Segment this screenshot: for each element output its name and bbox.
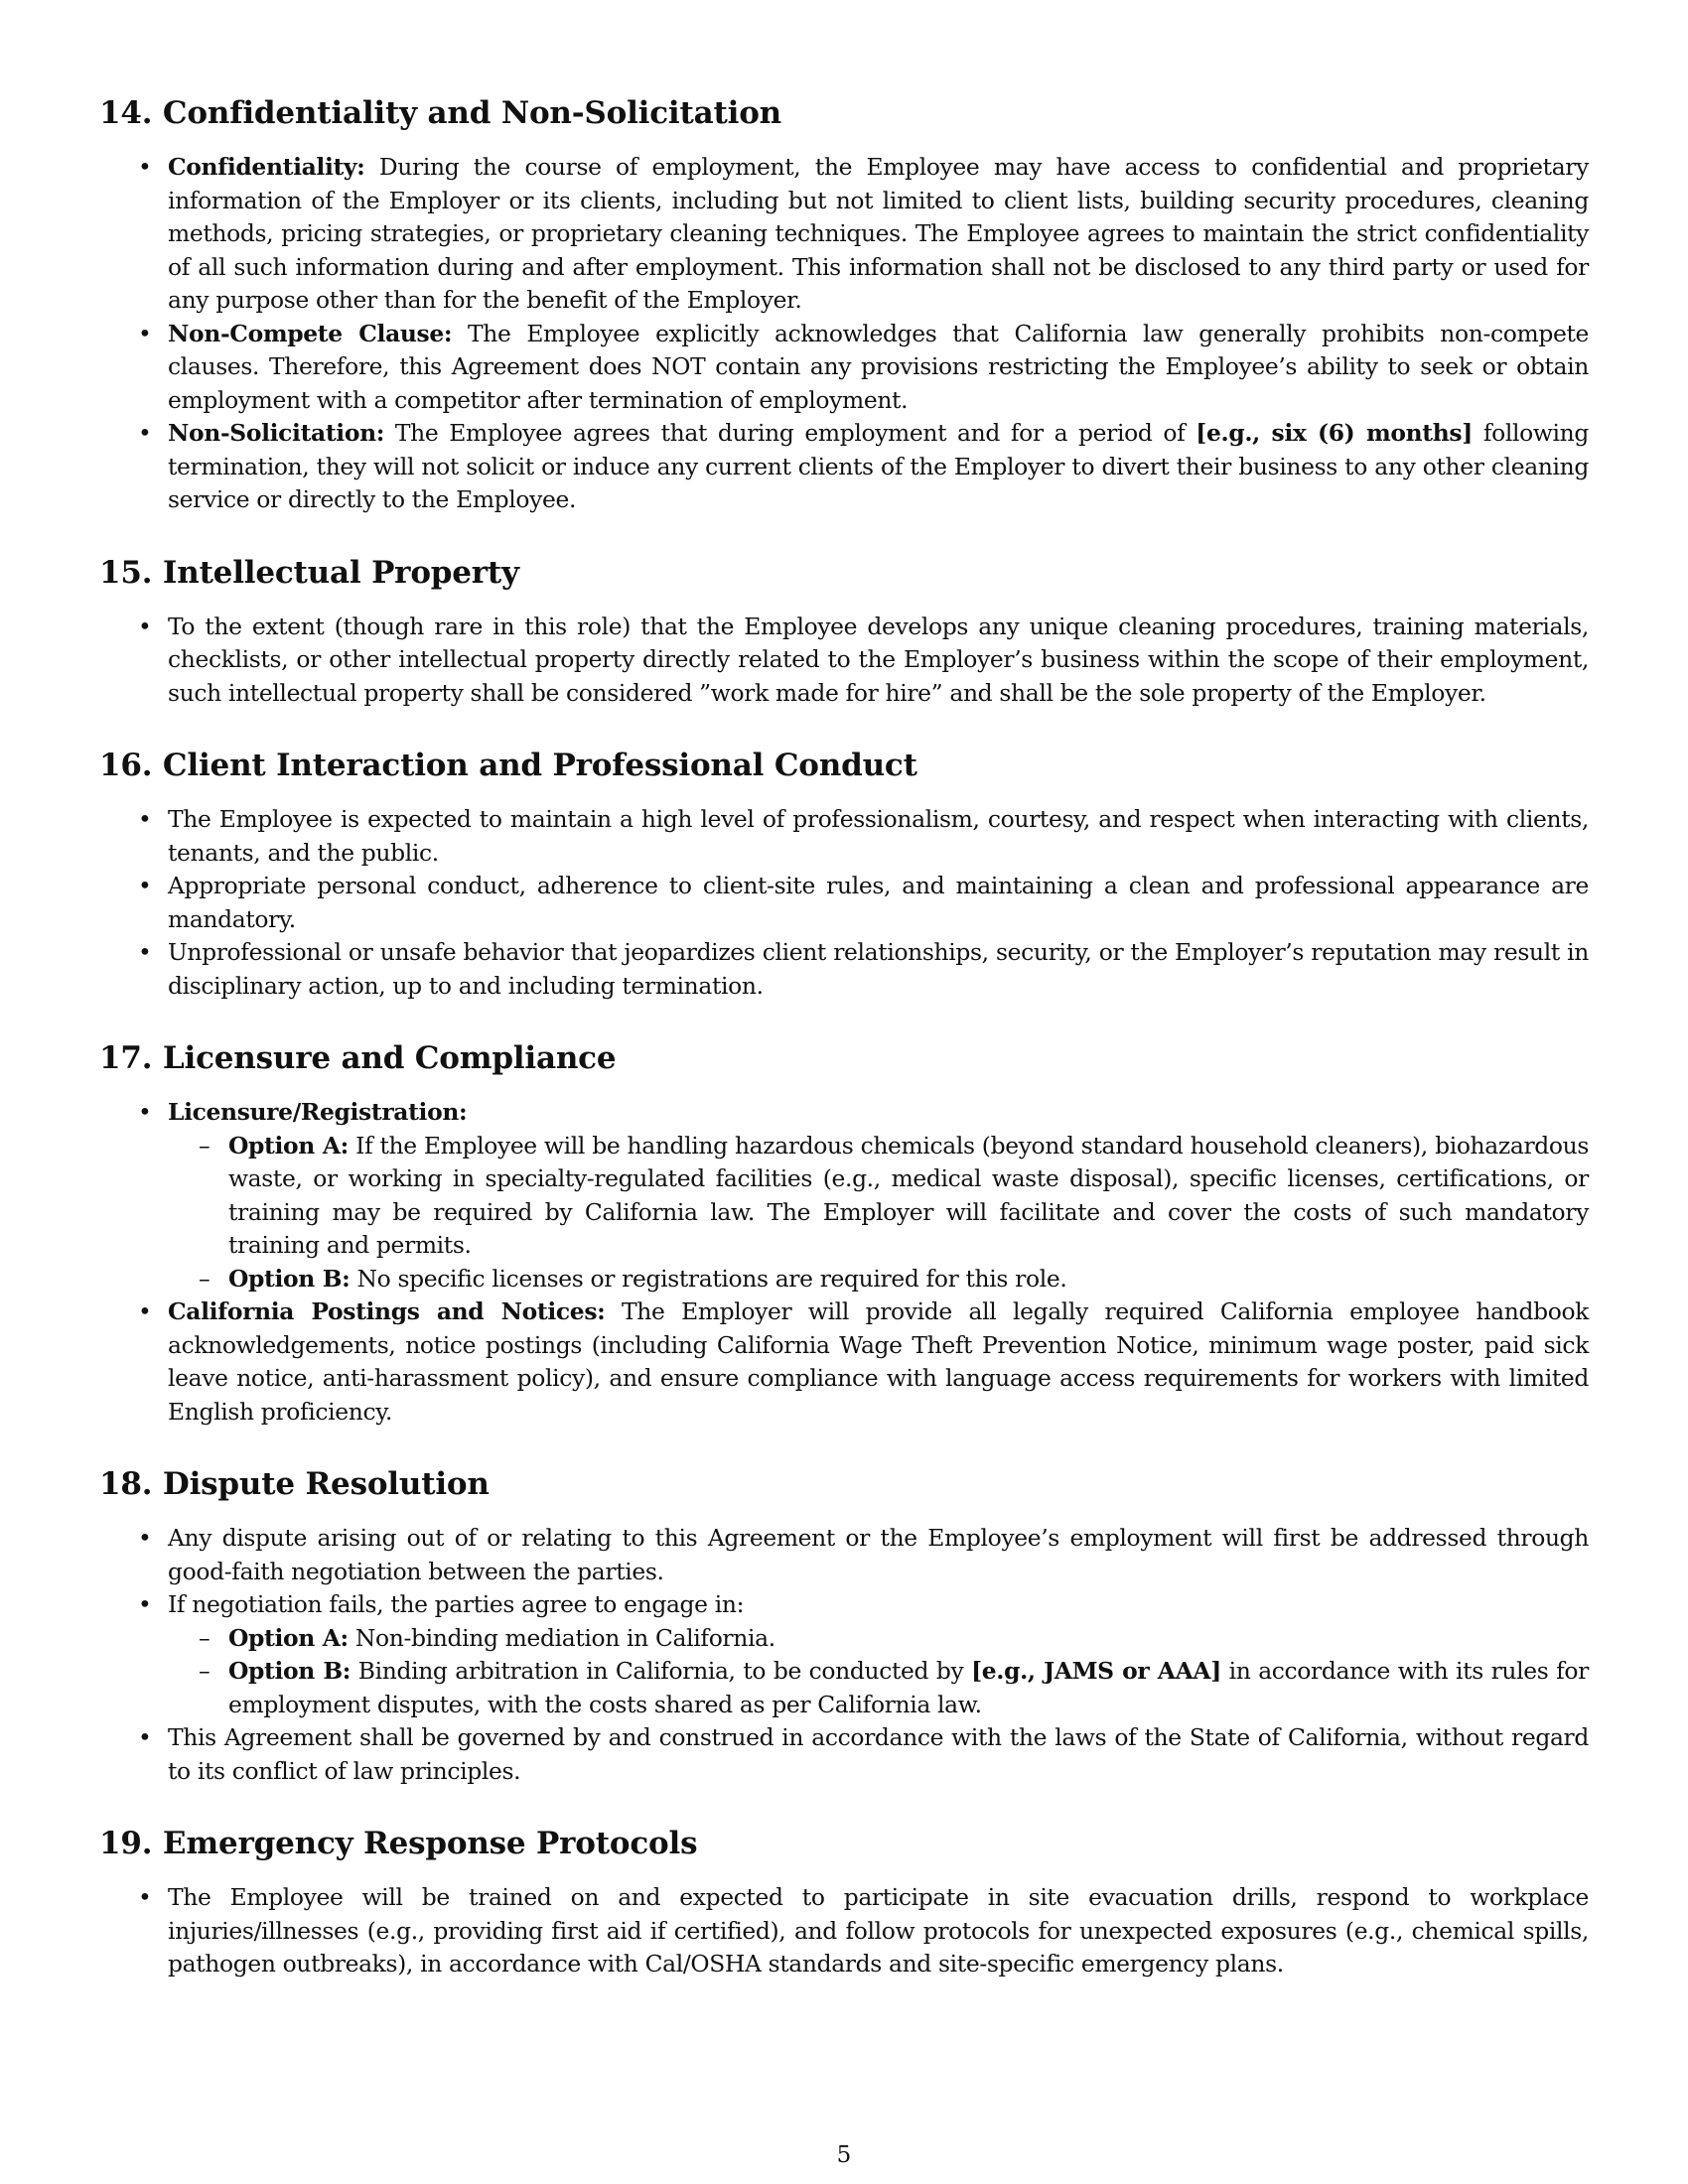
list-item xyxy=(168,611,1589,711)
item-text: Any dispute arising out of or relating to this Agreement or the Employee’s employment will first be addressed through good-faith negotiation between the parties. xyxy=(168,1524,1589,1585)
list-item xyxy=(168,1096,1589,1296)
list-item xyxy=(168,1721,1589,1788)
item-label: Licensure/Registration: xyxy=(168,1098,468,1126)
section-16 xyxy=(99,744,1589,1003)
item-text: The Employee will be trained on and expected to participate in site evacuation drills, respond to workplace injuries/illnesses (e.g., providing first aid if certified), and follow protocols for unexpected exposures (e.g., chemical spills, pathogen outbreaks), in accordance with Cal/OSHA standards and site-specific emergency plans. xyxy=(168,1883,1589,1978)
item-text: This Agreement shall be governed by and construed in accordance with the laws of the State of California, without regard to its conflict of law principles. xyxy=(168,1723,1589,1785)
bullet-list xyxy=(99,1881,1589,1981)
option-text: Non-binding mediation in California. xyxy=(348,1623,775,1652)
section-title: 15. Intellectual Property xyxy=(99,554,519,591)
option-text: Binding arbitration in California, to be conducted by xyxy=(351,1657,972,1685)
list-item xyxy=(168,1522,1589,1588)
bullet-list xyxy=(99,1522,1589,1788)
bullet-list xyxy=(99,1096,1589,1429)
option-item xyxy=(228,1622,1589,1656)
item-text: Unprofessional or unsafe behavior that jeopardizes client relationships, security, or the Employer’s reputation may result in disciplinary action, up to and including termination. xyxy=(168,938,1589,1000)
section-14 xyxy=(99,91,1589,517)
list-item xyxy=(168,318,1589,418)
item-text: The Employee is expected to maintain a high level of professionalism, courtesy, and respect when interacting with clients, tenants, and the public. xyxy=(168,805,1589,867)
section-19 xyxy=(99,1822,1589,1981)
item-text: The Employee agrees that during employment and for a period of xyxy=(384,419,1196,447)
item-text: Appropriate personal conduct, adherence to client-site rules, and maintaining a clean and professional appearance are mandatory. xyxy=(168,872,1589,933)
item-label: California Postings and Notices: xyxy=(168,1297,606,1325)
page-number: 5 xyxy=(836,2142,852,2168)
list-item xyxy=(168,1881,1589,1981)
section-title: 18. Dispute Resolution xyxy=(99,1466,490,1502)
bullet-list xyxy=(99,611,1589,711)
option-text: in accordance with its rules for employment disputes, with the costs shared as per California law. xyxy=(228,1657,1589,1718)
option-label: Option B: xyxy=(228,1264,351,1293)
list-item xyxy=(168,417,1589,517)
option-label: Option B: xyxy=(228,1657,352,1685)
list-item xyxy=(168,151,1589,318)
item-text: To the extent (though rare in this role) that the Employee develops any unique cleaning procedures, training materials, checklists, or other intellectual property directly related to the Employer’s business within the scope of their employment, such intellectual property shall be considered ”work made for hire” and shall be the sole property of the Employer. xyxy=(168,612,1589,707)
section-17 xyxy=(99,1036,1589,1429)
item-text: following termination, they will not solicit or induce any current clients of the Employer to divert their business to any other cleaning service or directly to the Employee. xyxy=(168,419,1589,513)
bullet-list xyxy=(99,803,1589,1003)
option-list xyxy=(168,1622,1589,1722)
placeholder-text: [e.g., six (6) months] xyxy=(1196,419,1473,447)
section-18 xyxy=(99,1462,1589,1788)
list-item xyxy=(168,1588,1589,1721)
item-label: Non-Compete Clause: xyxy=(168,319,453,347)
option-text: No specific licenses or registrations are required for this role. xyxy=(350,1264,1067,1293)
option-item xyxy=(228,1263,1589,1297)
option-item xyxy=(228,1655,1589,1721)
list-item xyxy=(168,803,1589,870)
item-text: The Employer will provide all legally required California employee handbook acknowledgements, notice postings (including California Wage Theft Prevention Notice, minimum wage poster, paid sick leave notice, anti-harassment policy), and ensure compliance with language access requirements for workers with limited English proficiency. xyxy=(168,1297,1589,1426)
document-page xyxy=(99,91,1589,2015)
item-text: The Employee explicitly acknowledges that California law generally prohibits non-compete clauses. Therefore, this Agreement does NOT contain any provisions restricting the Employee’s ability to seek or obtain employment with a competitor after termination of employment. xyxy=(168,319,1589,414)
bullet-list xyxy=(99,151,1589,517)
item-text: During the course of employment, the Employee may have access to confidential and proprietary information of the Employer or its clients, including but not limited to client lists, building security procedures, cleaning methods, pricing strategies, or proprietary cleaning techniques. The Employee agrees to maintain the strict confidentiality of all such information during and after employment. This information shall not be disclosed to any third party or used for any purpose other than for the benefit of the Employer. xyxy=(168,153,1589,314)
option-item xyxy=(228,1130,1589,1263)
section-title: 17. Licensure and Compliance xyxy=(99,1040,617,1076)
item-text: If negotiation fails, the parties agree to engage in: xyxy=(168,1590,745,1618)
option-text: If the Employee will be handling hazardous chemicals (beyond standard household cleaners), biohazardous waste, or working in specialty-regulated facilities (e.g., medical waste disposal), specific licenses, certifications, or training may be required by California law. The Employer will facilitate and cover the costs of such mandatory training and permits. xyxy=(228,1131,1589,1259)
option-list xyxy=(168,1130,1589,1297)
list-item xyxy=(168,936,1589,1003)
list-item xyxy=(168,1296,1589,1429)
section-15 xyxy=(99,551,1589,711)
section-title: 14. Confidentiality and Non-Solicitation xyxy=(99,95,782,131)
option-label: Option A: xyxy=(228,1131,349,1160)
list-item xyxy=(168,870,1589,936)
section-title: 16. Client Interaction and Professional Conduct xyxy=(99,748,917,783)
item-label: Confidentiality: xyxy=(168,153,365,181)
placeholder-text: [e.g., JAMS or AAA] xyxy=(971,1657,1221,1685)
section-title: 19. Emergency Response Protocols xyxy=(99,1826,698,1861)
option-label: Option A: xyxy=(228,1623,349,1652)
item-label: Non-Solicitation: xyxy=(168,419,385,447)
